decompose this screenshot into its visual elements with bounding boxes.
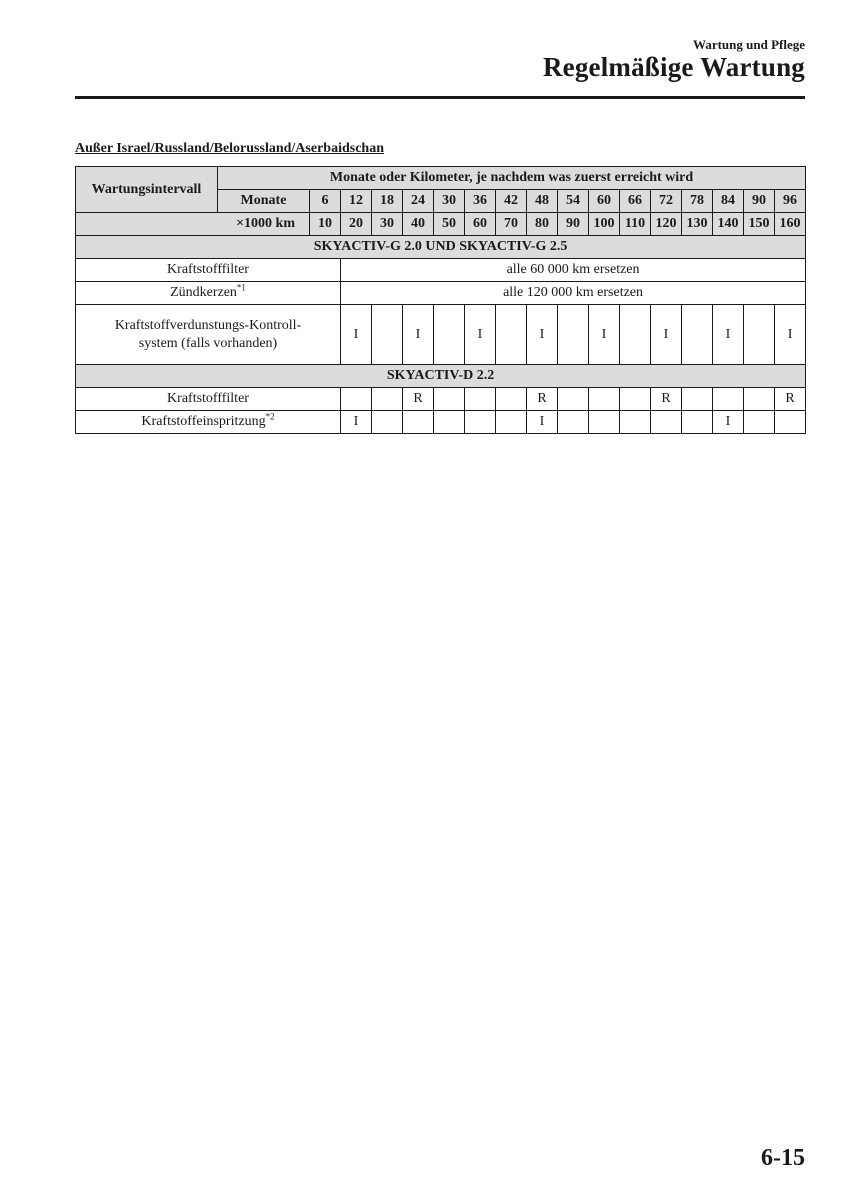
item-label-text: system (falls vorhanden) bbox=[138, 335, 278, 351]
table-row bbox=[76, 305, 806, 365]
km-cell: 150 bbox=[744, 213, 775, 236]
schedule-cell bbox=[558, 305, 589, 365]
schedule-cell bbox=[744, 388, 775, 411]
km-label: ×1000 km bbox=[76, 213, 310, 236]
schedule-cell bbox=[434, 388, 465, 411]
header-rule bbox=[75, 96, 805, 99]
schedule-cell bbox=[341, 388, 372, 411]
table-row bbox=[76, 282, 806, 305]
month-cell: 30 bbox=[434, 190, 465, 213]
schedule-cell bbox=[434, 305, 465, 365]
month-cell: 12 bbox=[341, 190, 372, 213]
km-cell: 100 bbox=[589, 213, 620, 236]
footnote-marker: *2 bbox=[265, 411, 275, 422]
schedule-cell bbox=[589, 411, 620, 434]
schedule-cell bbox=[465, 388, 496, 411]
interval-text: alle 120 000 km ersetzen bbox=[341, 282, 806, 305]
schedule-cell bbox=[589, 388, 620, 411]
month-cell: 60 bbox=[589, 190, 620, 213]
item-label bbox=[76, 259, 341, 282]
schedule-cell bbox=[744, 411, 775, 434]
km-row bbox=[76, 213, 806, 236]
schedule-cell bbox=[682, 411, 713, 434]
item-label-text: Kraftstofffilter bbox=[167, 391, 249, 406]
km-cell: 60 bbox=[465, 213, 496, 236]
schedule-cell: I bbox=[651, 305, 682, 365]
km-cell: 10 bbox=[310, 213, 341, 236]
schedule-cell bbox=[496, 411, 527, 434]
schedule-cell bbox=[465, 411, 496, 434]
chapter-title: Wartung und Pflege bbox=[693, 37, 805, 52]
km-cell: 120 bbox=[651, 213, 682, 236]
schedule-cell bbox=[713, 388, 744, 411]
item-label bbox=[76, 282, 341, 305]
item-label-text: Kraftstofffilter bbox=[167, 262, 249, 277]
month-cell: 18 bbox=[372, 190, 403, 213]
schedule-cell: I bbox=[713, 305, 744, 365]
km-cell: 50 bbox=[434, 213, 465, 236]
group-title: SKYACTIV-D 2.2 bbox=[76, 365, 806, 388]
month-cell: 6 bbox=[310, 190, 341, 213]
page-number: 6-15 bbox=[761, 1145, 805, 1171]
km-cell: 90 bbox=[558, 213, 589, 236]
km-cell: 130 bbox=[682, 213, 713, 236]
km-cell: 40 bbox=[403, 213, 434, 236]
schedule-cell bbox=[682, 305, 713, 365]
schedule-cell: R bbox=[651, 388, 682, 411]
schedule-cell bbox=[558, 388, 589, 411]
interval-text: alle 60 000 km ersetzen bbox=[341, 259, 806, 282]
month-cell: 96 bbox=[775, 190, 806, 213]
schedule-cell bbox=[434, 411, 465, 434]
schedule-cell: I bbox=[527, 411, 558, 434]
schedule-cell bbox=[744, 305, 775, 365]
schedule-cell: I bbox=[713, 411, 744, 434]
month-cell: 78 bbox=[682, 190, 713, 213]
schedule-cell bbox=[620, 305, 651, 365]
schedule-cell bbox=[775, 411, 806, 434]
schedule-cell: R bbox=[527, 388, 558, 411]
group-row bbox=[76, 236, 806, 259]
schedule-cell: I bbox=[527, 305, 558, 365]
schedule-cell bbox=[682, 388, 713, 411]
header-row bbox=[76, 167, 806, 190]
schedule-cell bbox=[651, 411, 682, 434]
schedule-cell: I bbox=[775, 305, 806, 365]
item-label bbox=[76, 305, 341, 365]
km-cell: 30 bbox=[372, 213, 403, 236]
schedule-cell: I bbox=[341, 305, 372, 365]
month-cell: 24 bbox=[403, 190, 434, 213]
section-title: Außer Israel/Russland/Belorussland/Aserbaidschan bbox=[75, 141, 384, 156]
km-cell: 140 bbox=[713, 213, 744, 236]
schedule-cell bbox=[620, 388, 651, 411]
km-cell: 110 bbox=[620, 213, 651, 236]
schedule-cell bbox=[496, 388, 527, 411]
schedule-cell bbox=[372, 411, 403, 434]
item-label-text: Zündkerzen bbox=[170, 285, 237, 300]
month-cell: 72 bbox=[651, 190, 682, 213]
schedule-cell: I bbox=[465, 305, 496, 365]
schedule-cell: R bbox=[403, 388, 434, 411]
group-row bbox=[76, 365, 806, 388]
month-cell: 42 bbox=[496, 190, 527, 213]
schedule-cell: R bbox=[775, 388, 806, 411]
group-title: SKYACTIV-G 2.0 UND SKYACTIV-G 2.5 bbox=[76, 236, 806, 259]
item-label-text: Kraftstoffverdunstungs-Kontroll- bbox=[114, 317, 302, 333]
interval-label: Wartungsintervall bbox=[76, 167, 218, 213]
km-cell: 20 bbox=[341, 213, 372, 236]
table-row bbox=[76, 388, 806, 411]
schedule-cell bbox=[403, 411, 434, 434]
schedule-cell: I bbox=[341, 411, 372, 434]
month-cell: 54 bbox=[558, 190, 589, 213]
km-cell: 160 bbox=[775, 213, 806, 236]
km-cell: 70 bbox=[496, 213, 527, 236]
schedule-cell bbox=[496, 305, 527, 365]
schedule-cell bbox=[372, 388, 403, 411]
table-row bbox=[76, 411, 806, 434]
item-label bbox=[76, 411, 341, 434]
schedule-cell: I bbox=[589, 305, 620, 365]
page-title: Regelmäßige Wartung bbox=[542, 52, 805, 82]
schedule-cell: I bbox=[403, 305, 434, 365]
km-cell: 80 bbox=[527, 213, 558, 236]
item-label bbox=[76, 388, 341, 411]
month-cell: 90 bbox=[744, 190, 775, 213]
footnote-marker: *1 bbox=[236, 282, 246, 293]
schedule-cell bbox=[620, 411, 651, 434]
month-cell: 84 bbox=[713, 190, 744, 213]
interval-span-header: Monate oder Kilometer, je nachdem was zuerst erreicht wird bbox=[218, 167, 806, 190]
month-cell: 66 bbox=[620, 190, 651, 213]
schedule-cell bbox=[558, 411, 589, 434]
maintenance-schedule-table bbox=[75, 166, 806, 434]
months-label: Monate bbox=[218, 190, 310, 213]
schedule-cell bbox=[372, 305, 403, 365]
month-cell: 36 bbox=[465, 190, 496, 213]
item-label-text: Kraftstoffeinspritzung bbox=[141, 414, 266, 429]
month-cell: 48 bbox=[527, 190, 558, 213]
table-row bbox=[76, 259, 806, 282]
